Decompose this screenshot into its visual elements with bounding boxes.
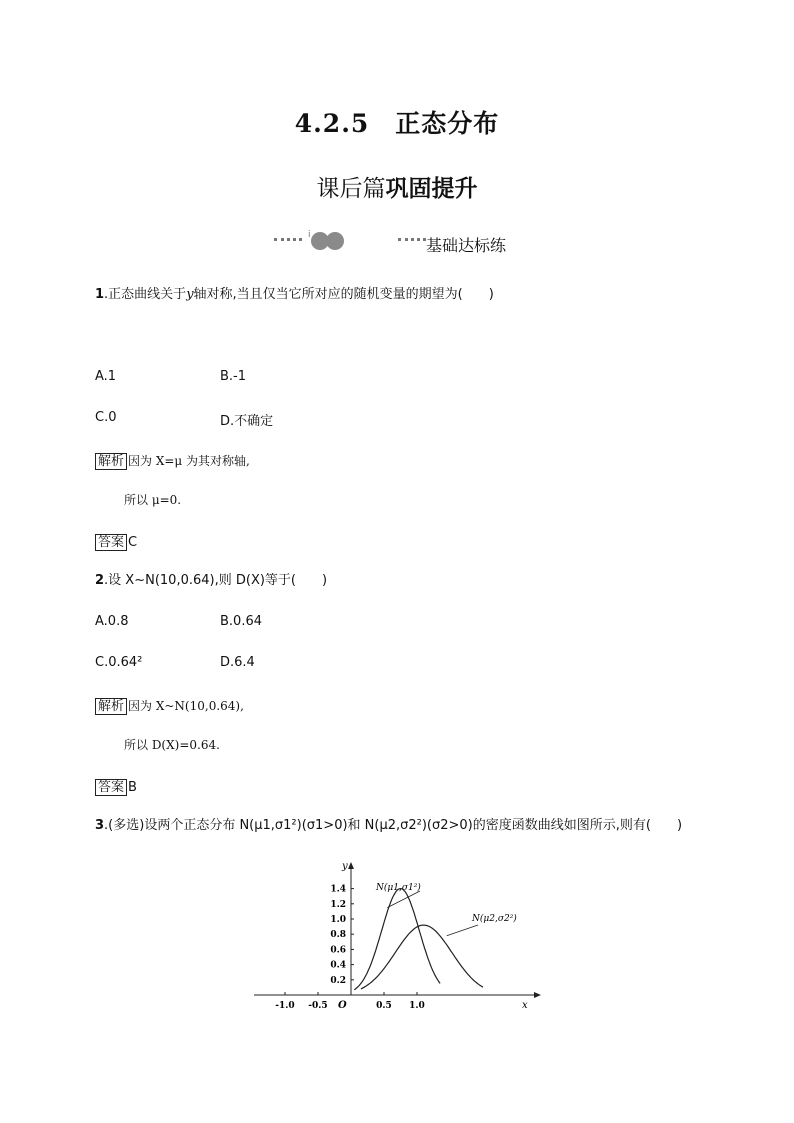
- section-label: 基础达标练: [426, 236, 507, 255]
- section-badge-icon: i: [308, 230, 348, 252]
- option-d: D.6.4: [220, 655, 255, 670]
- answer-2: [95, 776, 137, 796]
- answer-value: C: [128, 535, 138, 550]
- analysis-2: 解析 因为 X~N(10,0.64),: [95, 695, 244, 715]
- origin-label: O: [338, 1000, 347, 1011]
- option-b: B.0.64: [220, 614, 262, 629]
- series-2-label: N(μ2,σ2²): [472, 914, 517, 924]
- analysis-1: 解析 因为 X=μ 为其对称轴,: [95, 450, 250, 470]
- y-tick-label: 0.4: [330, 960, 346, 971]
- dotted-divider-right: [398, 232, 426, 251]
- y-tick-label: 1.4: [330, 884, 346, 895]
- series-2-leader: [447, 925, 478, 936]
- answer-value: B: [128, 780, 137, 795]
- analysis-line: 所以 μ=0.: [124, 493, 182, 507]
- option-a: A.1: [95, 369, 117, 384]
- question-number: 3: [95, 818, 105, 833]
- y-tick-label: 1.0: [330, 915, 346, 925]
- answer-tag: 答案: [95, 779, 127, 796]
- page-subtitle: [0, 170, 794, 203]
- section-header: [270, 232, 570, 254]
- analysis-line: 所以 D(X)=0.64.: [124, 738, 220, 752]
- option-b: B.-1: [220, 369, 247, 384]
- question-2: 2.设 X~N(10,0.64),则 D(X)等于( ): [95, 573, 328, 588]
- answer-tag: 答案: [95, 534, 127, 551]
- answer-1: [95, 531, 137, 551]
- x-tick-label: 0.5: [376, 1001, 392, 1011]
- density-curve-chart: [250, 855, 550, 1015]
- analysis-tag: 解析: [95, 698, 127, 715]
- question-number: 1: [95, 287, 105, 302]
- y-tick-label: 0.6: [330, 945, 346, 956]
- series-1-label: N(μ1,σ1²): [376, 883, 421, 893]
- x-tick-label: -1.0: [275, 1001, 295, 1011]
- x-axis-label: x: [522, 1000, 528, 1011]
- y-axis-arrow: [348, 862, 354, 869]
- analysis-tag: 解析: [95, 453, 127, 470]
- y-tick-label: 0.8: [330, 930, 346, 941]
- series-2-curve: [361, 925, 483, 989]
- x-axis-arrow: [534, 992, 541, 998]
- y-axis-label: y: [342, 861, 348, 872]
- subtitle-prefix: 课后篇: [316, 176, 386, 202]
- page-title: 4.2.5 正态分布: [294, 109, 500, 138]
- y-tick-label: 1.2: [330, 899, 346, 910]
- subtitle-bold: 巩固提升: [385, 176, 478, 202]
- option-a: A.0.8: [95, 614, 129, 629]
- y-tick-label: 0.2: [330, 975, 346, 986]
- question-3: 3.(多选)设两个正态分布 N(μ1,σ1²)(σ1>0)和 N(μ2,σ2²)(σ2>0)的密度函数曲线如图所示,则有( ): [95, 818, 683, 833]
- series-1-curve: [354, 889, 440, 990]
- option-c: C.0.64²: [95, 655, 143, 670]
- x-tick-label: 1.0: [409, 1001, 425, 1011]
- option-d: D.不确定: [220, 414, 274, 429]
- x-tick-label: -0.5: [308, 1001, 328, 1011]
- question-number: 2: [95, 573, 105, 588]
- dotted-divider-left: [274, 232, 302, 251]
- question-1: 1.正态曲线关于y轴对称,当且仅当它所对应的随机变量的期望为( ): [95, 287, 494, 302]
- option-c: C.0: [95, 410, 117, 425]
